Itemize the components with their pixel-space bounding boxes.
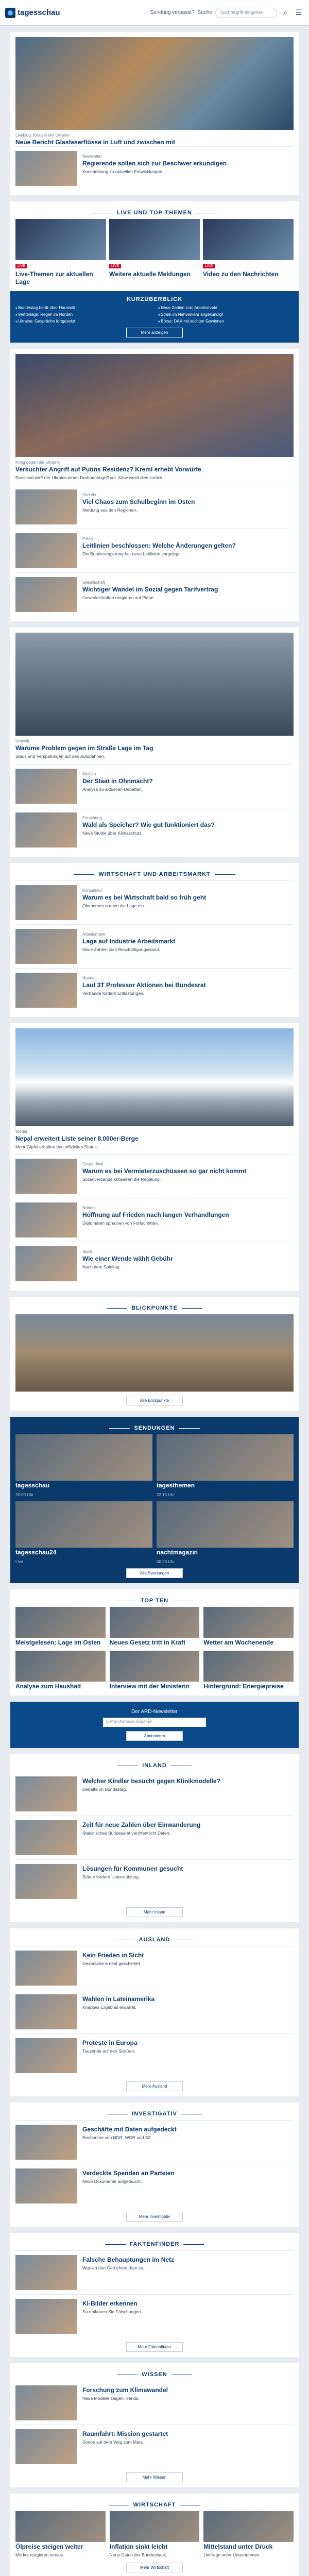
live-card-image[interactable] [15,219,106,260]
live-card-image[interactable] [109,219,200,260]
section-title [15,1302,294,1314]
gap [0,2227,309,2233]
teaser-kicker: Politik [82,536,94,541]
card-teaser: Neue Daten der Bundesbank. [109,2552,167,2558]
list-item[interactable]: ■ Neue Zahlen zum Arbeitsmarkt [158,306,294,310]
gap [0,1017,309,1023]
topten-image[interactable] [110,1607,200,1638]
lead-story [10,349,299,621]
topten-image[interactable] [203,1607,294,1638]
list-item[interactable] [15,1990,294,2033]
list-item[interactable] [15,2250,294,2294]
site-logo[interactable] [5,8,60,18]
gap [0,343,309,349]
teaser-body: Ökonomen ordnen die Lage ein. [82,903,145,908]
sendungen-section [10,1417,299,1583]
teaser-text [82,885,294,920]
list-item[interactable] [15,924,294,968]
sendung-name[interactable]: tagesschau24 [15,1549,57,1556]
sendung-time: 20:00 Uhr [15,1493,34,1498]
teaser-kicker: Konjunktur [82,888,102,893]
weather-kicker: Wetter [15,1129,28,1134]
weather-image[interactable] [15,1028,294,1126]
more-button[interactable]: Mehr Wissen [126,2472,183,2482]
section-title-text: INLAND [142,1762,167,1769]
newsletter-email-input[interactable]: E-Mail-Adresse eingeben [103,1718,206,1727]
section-title-text: LIVE UND TOP-THEMEN [117,210,192,216]
teaser-body: Kurzmeldung zu aktuellen Entwicklungen. [82,169,164,174]
newsletter-subscribe-button[interactable]: Abonnieren [126,1731,183,1741]
teaser-text [82,1776,294,1811]
teaser-headline[interactable]: Wie einer Wende wählt Gebühr [82,1255,173,1263]
topten-headline[interactable]: Neues Gesetz tritt in Kraft [109,1639,186,1647]
sendung-time: Live [15,1560,23,1565]
teaser-kicker: Handel [82,975,96,980]
teaser-text [82,929,294,964]
topten-image[interactable] [110,1651,200,1682]
section-title [15,1934,294,1946]
teaser-headline[interactable]: KI-Bilder erkennen [82,2300,138,2308]
gap [0,621,309,628]
teaser-image[interactable] [15,1864,77,1899]
live-section [10,201,299,291]
teaser-headline[interactable]: Raumfahrt: Mission gestartet [82,2430,168,2438]
topten-card[interactable] [15,1651,106,1690]
list-item[interactable]: ■ Wetterlage: Regen im Norden [15,312,151,317]
teaser-headline[interactable]: Welcher Kindler besucht gegen Klinikmodelle? [82,1777,220,1785]
gap [0,1696,309,1702]
list-item[interactable] [15,2425,294,2468]
gap [0,1291,309,1297]
list-item[interactable] [15,764,294,808]
section-title [15,868,294,880]
gap [0,195,309,201]
sendung-card[interactable] [157,1434,294,1497]
more-button[interactable]: Mehr Inland [126,1907,183,1917]
teaser-image[interactable] [15,489,77,524]
lead-teaser: Russland wirft der Ukraine einen Drohnenangriff vor. Kiew weist dies zurück. [15,475,164,480]
gap [0,2357,309,2363]
teaser-body: Neue Zahlen zum Beschäftigungsstand. [82,946,160,952]
card-headline[interactable]: Ölpreise steigen weiter [15,2543,83,2551]
list-item[interactable]: ■ Börse: DAX mit leichten Gewinnen [158,319,294,324]
more-button[interactable]: Alle Sendungen [126,1568,183,1578]
topten-card[interactable] [15,1607,106,1647]
sendung-time: 00:20 Uhr [157,1560,175,1565]
live-grid [15,219,294,286]
list-item[interactable] [15,1198,294,1242]
weather-teaser: Mehr Gipfel erhalten den offiziellen Status. [15,1144,98,1149]
topten-section [10,1589,299,1696]
sendung-card[interactable] [157,1501,294,1564]
kurzueberblick-list [15,306,294,324]
list-item[interactable] [15,1242,294,1285]
weather-story [10,1023,299,1291]
teaser-body: Die Bundesregierung hat neue Leitlinien vorgelegt. [82,551,181,557]
teaser-body: Verbände fordern Entlastungen. [82,990,145,996]
search-icon[interactable]: ⌕ [283,8,287,16]
teaser-text [82,2125,294,2160]
card-image[interactable] [15,2511,106,2542]
teaser-text [82,151,294,186]
gap [0,1411,309,1417]
sendung-image[interactable] [157,1501,294,1548]
teaser-image[interactable] [15,769,77,804]
teaser-body: Nach dem Spieltag. [82,1264,121,1270]
teaser-headline[interactable]: Warum es bei Vermieterzuschüssen so gar nicht kommt [82,1167,247,1175]
teaser-text [82,2255,294,2290]
section-title-text: INVESTIGATIV [132,2111,177,2117]
live-card-image[interactable] [203,219,294,260]
live-card-headline[interactable]: Video zu den Nachrichten [203,270,279,278]
teaser-text [82,2385,294,2420]
section-title [15,2499,294,2511]
teaser-image[interactable] [15,533,77,568]
topten-card[interactable] [110,1607,200,1647]
teaser-kicker: Nahost [82,1206,96,1211]
teaser-text [82,1994,294,2029]
teaser-image[interactable] [15,1246,77,1281]
wirtschaft2-grid [15,2511,294,2558]
gap [0,857,309,863]
newsletter-title: Der ARD-Newsletter [131,1709,178,1715]
section-title [15,1422,294,1434]
teaser-image[interactable] [15,1994,77,2029]
teaser-image[interactable] [15,2038,77,2073]
teaser-text [82,1159,294,1194]
traffic-story [10,628,299,856]
section-title [15,2368,294,2381]
faktenfinder-section [10,2233,299,2357]
lead-kicker: Krieg gegen die Ukraine [15,460,60,465]
live-card[interactable] [15,219,106,286]
list-item[interactable] [15,1154,294,1198]
teaser-image[interactable] [15,1951,77,1986]
topten-image[interactable] [15,1651,106,1682]
section-title-text: WISSEN [142,2371,167,2378]
teaser-text [82,1864,294,1899]
newsletter-banner [10,1702,299,1748]
live-card[interactable] [203,219,294,286]
section-title-text: AUSLAND [139,1937,170,1943]
traffic-headline[interactable]: Warume Problem gegen im Straße Lage im Tag [15,744,153,752]
list-item[interactable] [15,2120,294,2164]
traffic-teaser: Staus und Verspätungen auf den Autobahnen. [15,754,105,759]
teaser-body: Debatte im Bundestag. [82,1787,127,1792]
logo-text: tagesschau [18,8,60,17]
topten-image[interactable] [15,1607,106,1638]
list-item[interactable] [15,1859,294,1903]
sendung-image[interactable] [15,1501,152,1548]
card-image[interactable] [110,2511,200,2542]
site-header [0,0,309,26]
blickpunkte-image[interactable] [15,1314,294,1392]
sendung-time: 22:15 Uhr [157,1493,175,1498]
wirtschaft-card[interactable] [203,2511,294,2558]
topten-headline[interactable]: Meistgelesen: Lage im Osten [15,1639,101,1647]
teaser-headline[interactable]: Lösungen für Kommunen gesucht [82,1865,183,1873]
list-item[interactable] [15,808,294,852]
card-headline[interactable]: Inflation sinkt leicht [109,2543,168,2551]
wirtschaft-section [10,863,299,1017]
teaser-body: Statistisches Bundesamt veröffentlicht Daten. [82,1831,170,1836]
section-title-text: SENDUNGEN [134,1425,175,1432]
section-title-text: FAKTENFINDER [129,2241,180,2248]
list-item[interactable]: ■ Ukraine: Gespräche fortgesetzt [15,319,151,324]
topten-grid [15,1607,294,1690]
sendung-name[interactable]: tagesschau [15,1482,50,1489]
sendung-name[interactable]: tagesthemen [157,1482,195,1489]
list-item[interactable] [15,529,294,572]
card-image[interactable] [203,2511,294,2542]
teaser-body: Recherche von NDR, WDR und SZ. [82,2135,152,2141]
list-item[interactable] [15,485,294,529]
teaser-body: Gewerkschaften reagieren auf Pläne. [82,595,155,601]
teaser-body: Gespräche erneut gescheitert. [82,1961,142,1967]
lead-story-image[interactable] [15,354,294,457]
teaser-body: Diplomaten sprechen von Fortschritten. [82,1221,159,1226]
teaser-body: So entlarven Sie Fälschungen. [82,2309,142,2315]
teaser-headline[interactable]: Warum es bei Wirtschaft bald so früh geht [82,893,207,901]
list-item[interactable] [15,968,294,1012]
menu-icon[interactable]: ☰ [295,8,302,16]
teaser-headline[interactable]: Falsche Behauptungen im Netz [82,2256,175,2264]
teaser-kicker: Medien [82,771,96,776]
blickpunkte-section [10,1297,299,1411]
teaser-image[interactable] [15,1202,77,1238]
teaser-body: Neue Dokumente aufgetaucht. [82,2179,142,2184]
wirtschaft-card[interactable] [110,2511,200,2558]
teaser-headline[interactable]: Hoffnung auf Frieden nach langen Verhandlungen [82,1211,229,1219]
list-item[interactable] [15,146,294,190]
list-item[interactable]: ■ Streik im Nahverkehr angekündigt [158,312,294,317]
teaser-image[interactable] [15,812,77,848]
teaser-image[interactable] [15,1776,77,1811]
teaser-body: Meldung aus den Regionen. [82,507,138,513]
teaser-kicker: Arbeitsmarkt [82,931,106,937]
teaser-image[interactable] [15,1159,77,1194]
live-card-headline[interactable]: Weitere aktuelle Meldungen [109,270,191,278]
list-item[interactable]: ■ Bundestag berät über Haushalt [15,306,151,310]
teaser-text [82,2299,294,2334]
teaser-body: Sozialverbände kritisieren die Regelung. [82,1177,161,1182]
teaser-headline[interactable]: Viel Chaos zum Schulbeginn im Osten [82,498,195,506]
teaser-body: Analyse zu aktuellen Debatten. [82,786,143,792]
teaser-headline[interactable]: Leitlinien beschlossen: Welche Änderungen gelten? [82,542,236,550]
list-item[interactable] [15,1946,294,1990]
teaser-text [82,2429,294,2464]
top-story-kicker: Liveblog: Krieg in der Ukraine [15,133,70,138]
top-story [10,32,299,195]
teaser-kicker: Newsletter [82,154,102,159]
teaser-image[interactable] [15,1820,77,1855]
card-headline[interactable]: Mittelstand unter Druck [203,2543,273,2551]
sendung-image[interactable] [15,1434,152,1481]
teaser-text [82,2168,294,2204]
teaser-body: Städte fordern Unterstützung. [82,1874,140,1880]
card-teaser: Umfrage unter Unternehmen. [203,2552,261,2558]
teaser-kicker: Sport [82,1249,93,1255]
header-nav [150,10,212,15]
teaser-image[interactable] [15,2168,77,2204]
teaser-text [82,812,294,848]
teaser-headline[interactable]: Verdeckte Spenden an Parteien [82,2170,175,2177]
gap [0,26,309,32]
teaser-image[interactable] [15,929,77,964]
teaser-body: Sonde auf dem Weg zum Mars. [82,2439,144,2445]
teaser-headline[interactable]: Der Staat in Ohnmacht? [82,777,153,785]
teaser-body: Knappes Ergebnis erwartet. [82,2005,136,2010]
topten-card[interactable] [203,1651,294,1690]
top-story-headline[interactable]: Neue Bericht Glasfaserflüsse in Luft und zwischen mit [15,139,176,146]
list-item[interactable] [15,2381,294,2425]
teaser-text [82,2038,294,2073]
search-input[interactable]: Suchbegriff eingeben [215,8,277,18]
teaser-body: Neue Studie über Klimaschutz. [82,830,143,836]
section-title-text: TOP TEN [140,1598,169,1604]
wirtschaft2-section [10,2494,299,2576]
topten-card[interactable] [203,1607,294,1647]
teaser-text [82,489,294,524]
wissen-section [10,2363,299,2487]
topten-image[interactable] [203,1651,294,1682]
teaser-image[interactable] [15,2255,77,2290]
topten-card[interactable] [110,1651,200,1690]
gap [0,2487,309,2494]
teaser-body: Neue Modelle zeigen Trends. [82,2396,140,2401]
teaser-text [82,1202,294,1238]
teaser-text [82,973,294,1008]
teaser-text [82,1246,294,1281]
live-badge: LIVE [109,264,121,268]
sendung-card[interactable] [15,1434,152,1497]
more-button[interactable]: Mehr Faktenfinder [126,2342,183,2352]
sendung-card[interactable] [15,1501,152,1564]
teaser-headline[interactable]: Wald als Speicher? Wie gut funktioniert das? [82,821,215,828]
more-button[interactable]: Mehr anzeigen [126,328,183,337]
list-item[interactable] [15,1772,294,1816]
topten-headline[interactable]: Interview mit der Ministerin [109,1683,190,1690]
weather-headline[interactable]: Nepal erweitert Liste seiner 8.000er-Berge [15,1134,139,1142]
traffic-kicker: Umwelt [15,739,29,744]
teaser-text [82,577,294,612]
sendung-name[interactable]: nachtmagazin [157,1549,198,1556]
live-badge: LIVE [15,264,27,268]
teaser-image[interactable] [15,151,77,186]
gap [0,2096,309,2103]
top-story-image[interactable] [15,37,294,130]
teaser-headline[interactable]: Laut 3T Professor Aktionen bei Bundesrat [82,981,206,989]
teaser-headline[interactable]: Wahlen in Lateinamerika [82,1995,155,2003]
wirtschaft-card[interactable] [15,2511,106,2558]
lead-headline[interactable]: Versuchter Angriff auf Putins Residenz? Kreml erhebt Vorwürfe [15,466,201,473]
teaser-kicker: Forschung [82,815,102,820]
topten-headline[interactable]: Analyse zum Haushalt [15,1683,81,1690]
kurzueberblick-title: KURZÜBERBLICK [126,296,183,302]
topten-headline[interactable]: Hintergrund: Energiepreise [203,1683,284,1690]
more-button[interactable]: Mehr Investigativ [126,2212,183,2222]
list-item[interactable] [15,572,294,616]
gap [0,1748,309,1754]
section-title-text: BLICKPUNKTE [131,1305,178,1312]
teaser-headline[interactable]: Forschung zum Klimawandel [82,2386,168,2394]
section-title [15,1759,294,1772]
sendungen-grid [15,1434,294,1564]
teaser-image[interactable] [15,2429,77,2464]
teaser-headline[interactable]: Geschäfte mit Daten aufgedeckt [82,2126,177,2133]
section-title [15,2108,294,2120]
teaser-headline[interactable]: Proteste in Europa [82,2039,138,2047]
teaser-text [82,1820,294,1855]
section-title-text: WIRTSCHAFT UND ARBEITSMARKT [98,871,211,877]
teaser-kicker: Gesundheit [82,1162,104,1167]
section-title [15,1595,294,1607]
inland-section [10,1754,299,1922]
section-title-text: WIRTSCHAFT [133,2502,176,2509]
teaser-image[interactable] [15,885,77,920]
live-badge: LIVE [203,264,215,268]
nav-sendung-verpasst[interactable]: Sendung verpasst? [150,10,195,15]
teaser-text [82,1951,294,1986]
teaser-headline[interactable]: Zeit für neue Zahlen über Einwanderung [82,1821,201,1829]
teaser-body: Tausende auf den Straßen. [82,2048,135,2054]
live-card[interactable] [109,219,200,286]
list-item[interactable] [15,2033,294,2077]
sendung-image[interactable] [157,1434,294,1481]
teaser-image[interactable] [15,577,77,612]
list-item[interactable] [15,880,294,924]
teaser-text [82,533,294,568]
logo-icon [5,8,15,18]
teaser-headline[interactable]: Regierende sollen sich zur Beschwer erkundigen [82,160,227,167]
topten-headline[interactable]: Wetter am Wochenende [203,1639,273,1647]
teaser-headline[interactable]: Kein Frieden in Sicht [82,1952,144,1959]
teaser-image[interactable] [15,2125,77,2160]
teaser-image[interactable] [15,2299,77,2334]
list-item[interactable] [15,2164,294,2208]
list-item[interactable] [15,1816,294,1859]
section-title [15,2238,294,2250]
nav-suche[interactable]: Suche [197,10,212,15]
teaser-kicker: Verkehr [82,493,97,498]
teaser-image[interactable] [15,973,77,1008]
section-title [15,207,294,219]
teaser-body: Was an den Gerüchten dran ist. [82,2265,144,2271]
live-card-headline[interactable]: Live-Themen zur aktuellen Lage [15,270,93,285]
more-button[interactable]: Alle Blickpunkte [126,1396,183,1405]
gap [0,1583,309,1589]
teaser-kicker: Gesellschaft [82,580,106,585]
ausland-section [10,1928,299,2096]
teaser-headline[interactable]: Wichtiger Wandel im Sozial gegen Tarifvertrag [82,586,218,594]
more-button[interactable]: Mehr Wirtschaft [126,2563,183,2572]
more-button[interactable]: Mehr Ausland [126,2081,183,2091]
card-teaser: Märkte reagieren nervös. [15,2552,64,2558]
gap [0,1922,309,1928]
investigativ-section [10,2103,299,2227]
list-item[interactable] [15,2294,294,2338]
traffic-image[interactable] [15,633,294,736]
teaser-image[interactable] [15,2385,77,2420]
teaser-headline[interactable]: Lage auf Industrie Arbeitsmarkt [82,937,176,945]
teaser-text [82,769,294,804]
kurzueberblick-box [10,291,299,343]
